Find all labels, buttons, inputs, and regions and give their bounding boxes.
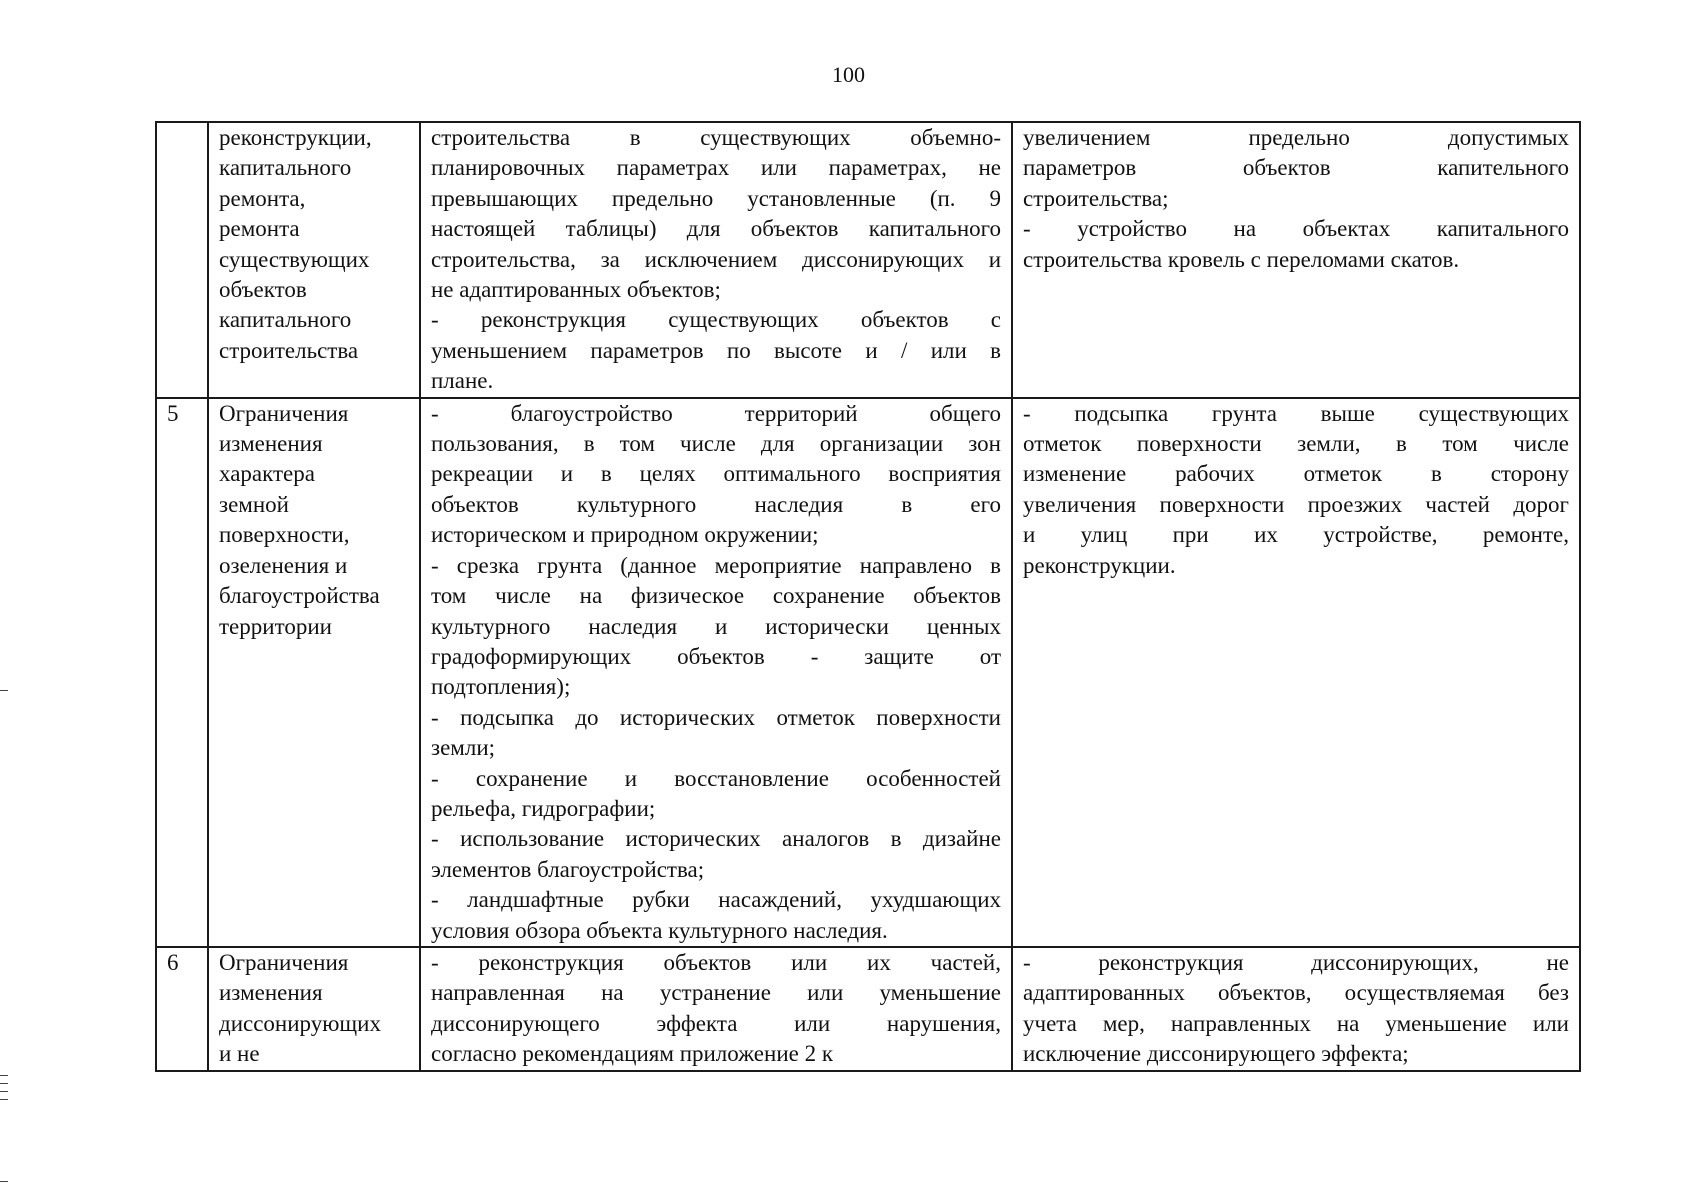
cell-text-line: не адаптированных объектов; xyxy=(431,277,721,303)
forbidden-actions-cell xyxy=(1012,947,1580,1071)
cell-text-line: - использование исторических аналогов в дизайне xyxy=(431,826,1001,852)
forbidden-actions-cell xyxy=(1012,398,1580,947)
cell-text-line: элементов благоустройства; xyxy=(431,856,705,882)
cell-text-line: адаптированных объектов, осуществляемая без xyxy=(1023,980,1569,1006)
cell-text-line: капитального xyxy=(219,155,352,181)
cell-text-line: изменения xyxy=(219,431,323,457)
cell-text-line: строительства кровель с переломами скатов. xyxy=(1023,246,1460,272)
cell-text-line: - срезка грунта (данное мероприятие направлено в xyxy=(431,552,1001,578)
cell-text-line: градоформирующих объектов - защите от xyxy=(431,643,1001,669)
cell-text-line: территории xyxy=(219,613,332,639)
cell-text-line: объектов xyxy=(219,277,307,303)
margin-mark xyxy=(0,1075,8,1076)
cell-text-line: параметров объектов капительного xyxy=(1023,155,1569,181)
cell-text-line: - подсыпка грунта выше существующих xyxy=(1023,400,1569,426)
margin-mark xyxy=(0,1091,8,1092)
cell-text-line: ремонта, xyxy=(219,185,306,211)
page-number: 100 xyxy=(832,62,865,87)
row-number: 5 xyxy=(167,400,179,426)
cell-text-line: - реконструкция существующих объектов с xyxy=(431,307,1001,333)
cell-text-line: том числе на физическое сохранение объектов xyxy=(431,583,1001,609)
allowed-actions-cell xyxy=(420,122,1012,398)
regulations-table xyxy=(155,121,1581,1072)
cell-text-line: строительства, за исключением диссонирующих и xyxy=(431,246,1001,272)
row-number: 6 xyxy=(167,949,179,975)
table-body xyxy=(156,122,1580,1071)
cell-text-line: превышающих предельно установленные (п. 9 xyxy=(431,185,1001,211)
cell-text-line: строительства xyxy=(219,337,359,363)
cell-text-line: направленная на устранение или уменьшение xyxy=(431,980,1001,1006)
cell-text-line: рекреации и в целях оптимального восприятия xyxy=(431,461,1001,487)
cell-text-line: пользования, в том числе для организации зон xyxy=(431,431,1001,457)
cell-text-line: исключение диссонирующего эффекта; xyxy=(1023,1041,1409,1067)
cell-text-line: реконструкции, xyxy=(219,125,372,150)
cell-text-line: изменения xyxy=(219,980,323,1006)
cell-text-line: культурного наследия и исторически ценных xyxy=(431,613,1001,639)
cell-text-line: диссонирующих xyxy=(219,1010,381,1036)
margin-mark xyxy=(0,690,8,691)
table-row xyxy=(156,122,1580,398)
restriction-name-cell xyxy=(208,122,420,398)
cell-text-line: и не xyxy=(219,1041,260,1067)
cell-text-line: изменение рабочих отметок в сторону xyxy=(1023,461,1569,487)
cell-text-line: реконструкции. xyxy=(1023,552,1176,578)
cell-text-line: отметок поверхности земли, в том числе xyxy=(1023,431,1569,457)
restriction-name-cell xyxy=(208,947,420,1071)
margin-mark xyxy=(0,1083,8,1084)
cell-text-line: согласно рекомендациям приложение 2 к xyxy=(431,1041,834,1067)
cell-text-line: плане. xyxy=(431,368,494,394)
forbidden-actions-cell xyxy=(1012,122,1580,398)
cell-text-line: увеличения поверхности проезжих частей дорог xyxy=(1023,491,1569,517)
cell-text-line: историческом и природном окружении; xyxy=(431,522,819,548)
cell-text-line: строительства в существующих объемно- xyxy=(431,125,1001,150)
cell-text-line: уменьшением параметров по высоте и / или в xyxy=(431,337,1001,363)
margin-mark xyxy=(0,1181,8,1182)
row-number-cell xyxy=(156,947,208,1071)
cell-text-line: благоустройства xyxy=(219,583,380,609)
cell-text-line: существующих xyxy=(219,246,370,272)
allowed-actions-cell xyxy=(420,398,1012,947)
cell-text-line: учета мер, направленных на уменьшение или xyxy=(1023,1010,1569,1036)
cell-text-line: - реконструкция объектов или их частей, xyxy=(431,949,1001,975)
cell-text-line: подтопления); xyxy=(431,674,571,700)
cell-text-line: - подсыпка до исторических отметок поверхности xyxy=(431,704,1001,730)
cell-text-line: озеленения и xyxy=(219,552,348,578)
row-number-cell xyxy=(156,122,208,398)
cell-text-line: диссонирующего эффекта или нарушения, xyxy=(431,1010,1001,1036)
allowed-actions-cell xyxy=(420,947,1012,1071)
cell-text-line: планировочных параметрах или параметрах, не xyxy=(431,155,1001,181)
cell-text-line: - устройство на объектах капитального xyxy=(1023,216,1569,242)
row-number-cell xyxy=(156,398,208,947)
cell-text-line: поверхности, xyxy=(219,522,350,548)
cell-text-line: земли; xyxy=(431,735,496,761)
cell-text-line: рельефа, гидрографии; xyxy=(431,795,656,821)
cell-text-line: - реконструкция диссонирующих, не xyxy=(1023,949,1569,975)
margin-mark xyxy=(0,1099,8,1100)
cell-text-line: и улиц при их устройстве, ремонте, xyxy=(1023,522,1569,548)
cell-text-line: условия обзора объекта культурного наследия. xyxy=(431,917,888,943)
cell-text-line: земной xyxy=(219,491,289,517)
cell-text-line: объектов культурного наследия в его xyxy=(431,491,1001,517)
cell-text-line: - ландшафтные рубки насаждений, ухудшающих xyxy=(431,887,1001,913)
cell-text-line: Ограничения xyxy=(219,949,349,975)
cell-text-line: увеличением предельно допустимых xyxy=(1023,125,1569,150)
table-row xyxy=(156,398,1580,947)
restriction-name-cell xyxy=(208,398,420,947)
cell-text-line: строительства; xyxy=(1023,185,1169,211)
cell-text-line: - благоустройство территорий общего xyxy=(431,400,1001,426)
cell-text-line: ремонта xyxy=(219,216,300,242)
cell-text-line: характера xyxy=(219,461,315,487)
cell-text-line: - сохранение и восстановление особенностей xyxy=(431,765,1001,791)
cell-text-line: настоящей таблицы) для объектов капитального xyxy=(431,216,1001,242)
table-row xyxy=(156,947,1580,1071)
cell-text-line: Ограничения xyxy=(219,400,349,426)
cell-text-line: капитального xyxy=(219,307,352,333)
